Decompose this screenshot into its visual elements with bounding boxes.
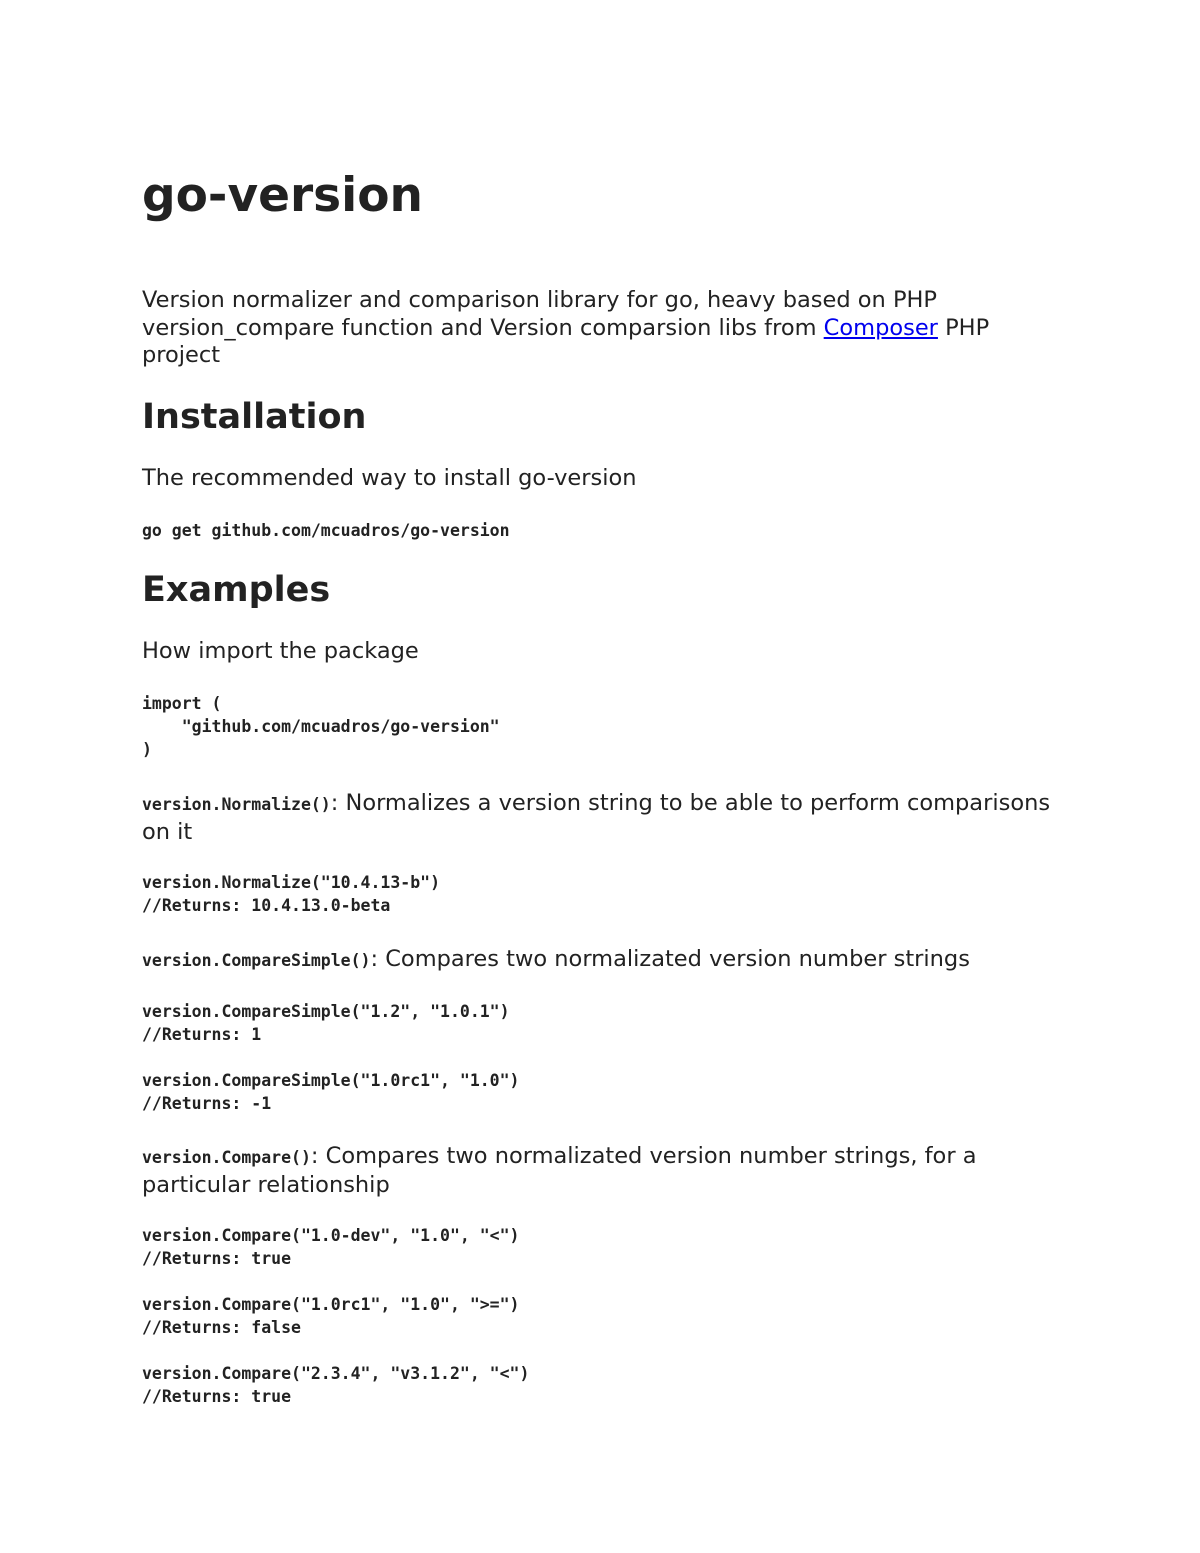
composer-link[interactable]: Composer: [823, 314, 938, 341]
intro-text: Version normalizer and comparison library for go, heavy based on PHP version_compare function and Version comparsion libs from: [142, 287, 938, 341]
installation-heading: Installation: [142, 397, 367, 437]
compare-paragraph: [142, 1143, 1052, 1199]
normalize-code-block: version.Normalize("10.4.13-b") //Returns: 10.4.13.0-beta: [142, 873, 441, 915]
install-command: go get github.com/mcuadros/go-version: [142, 521, 510, 540]
compare-code-block-1: version.Compare("1.0-dev", "1.0", "<") //Returns: true: [142, 1226, 520, 1268]
compare-description: : Compares two normalizated version number strings, for a particular relationship: [142, 1143, 977, 1198]
compare-simple-description: : Compares two normalizated version number strings: [370, 946, 970, 972]
normalize-func-name: version.Normalize(): [142, 795, 331, 814]
examples-heading: Examples: [142, 570, 331, 610]
compare-simple-func-name: version.CompareSimple(): [142, 951, 371, 970]
intro-text-end: PHP project: [142, 314, 990, 368]
installation-description: The recommended way to install go-version: [142, 465, 637, 491]
compare-func-name: version.Compare(): [142, 1148, 311, 1167]
normalize-paragraph: [142, 790, 1052, 846]
compare-code-block-2: version.Compare("1.0rc1", "1.0", ">=") //Returns: false: [142, 1295, 520, 1337]
compare-simple-code-block-2: version.CompareSimple("1.0rc1", "1.0") //Returns: -1: [142, 1071, 520, 1113]
page-title: go-version: [142, 168, 423, 223]
compare-code-block-3: version.Compare("2.3.4", "v3.1.2", "<") //Returns: true: [142, 1364, 530, 1406]
intro-paragraph: [142, 287, 1052, 370]
compare-simple-code-block-1: version.CompareSimple("1.2", "1.0.1") //Returns: 1: [142, 1002, 510, 1044]
compare-simple-paragraph: [142, 946, 1052, 975]
import-code-block: import ( "github.com/mcuadros/go-version" ): [142, 694, 500, 759]
import-description: How import the package: [142, 638, 419, 664]
normalize-description: : Normalizes a version string to be able to perform comparisons on it: [142, 790, 1051, 845]
